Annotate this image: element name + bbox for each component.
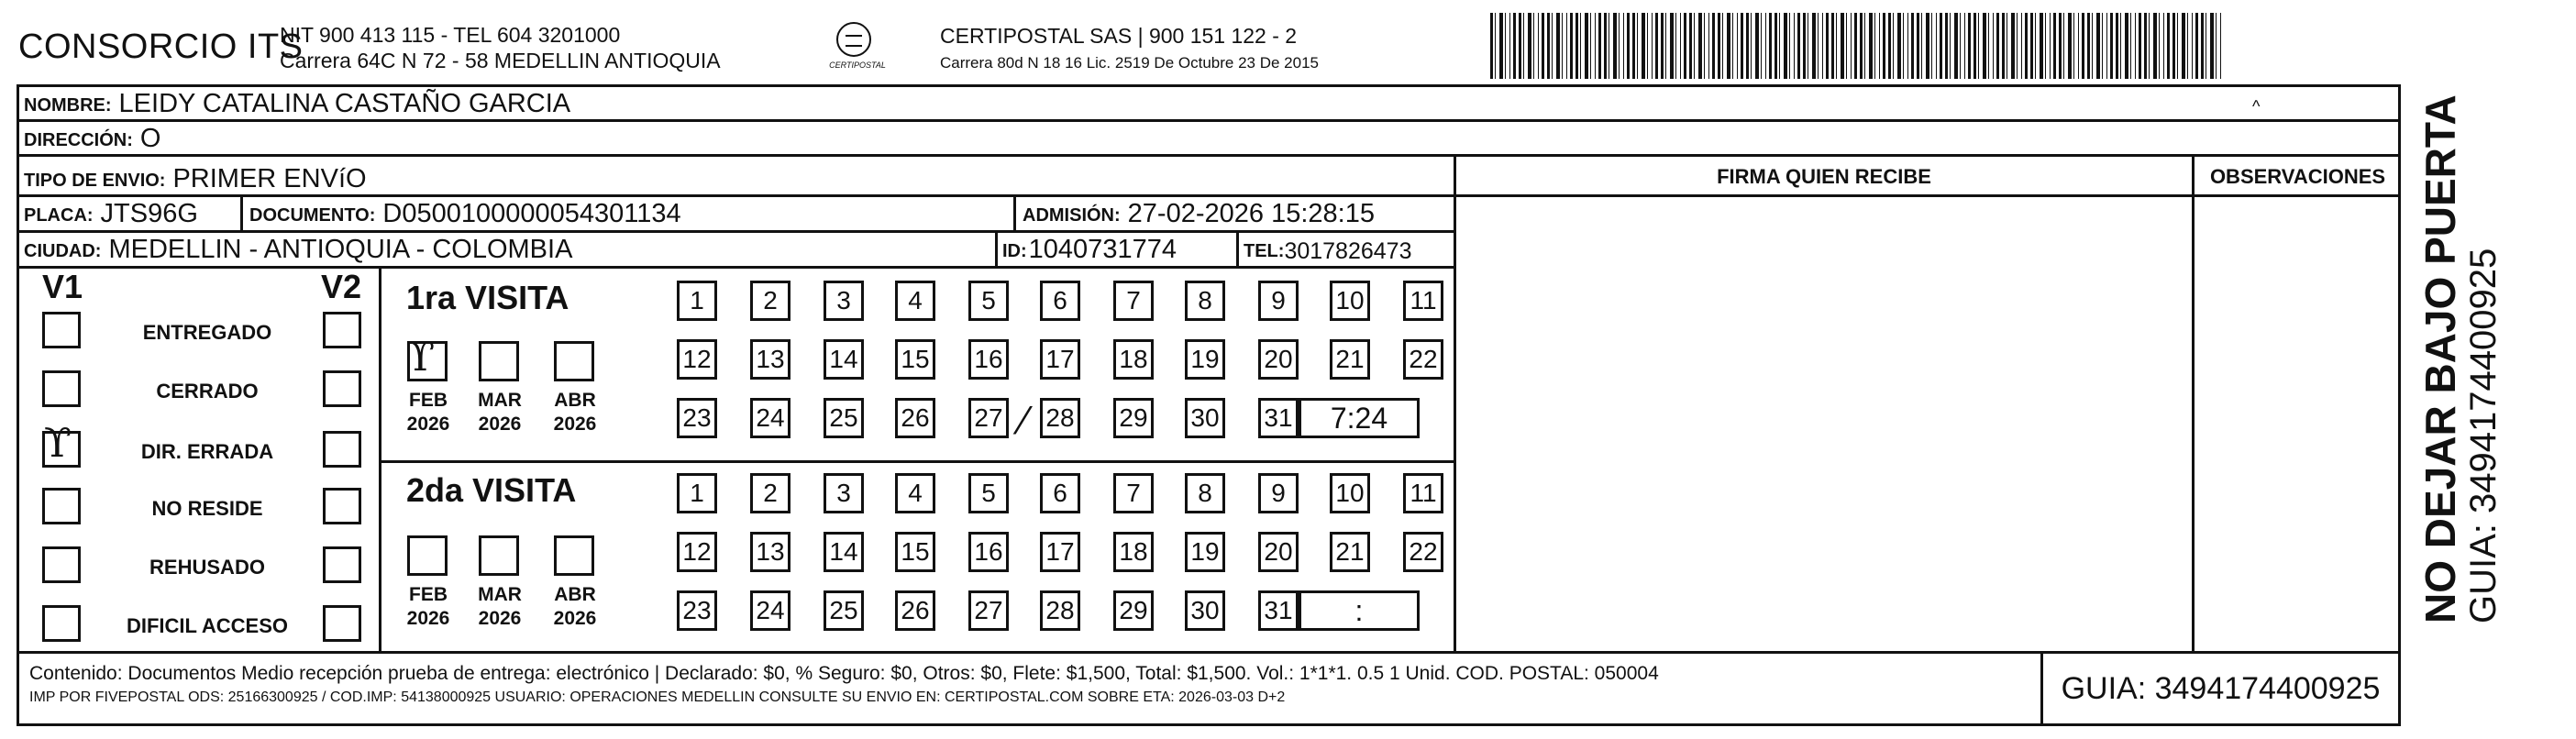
second-visit-day-box[interactable]: 29 <box>1113 590 1154 631</box>
barcode <box>1490 13 2224 79</box>
second-visit-day-box[interactable]: 13 <box>750 532 790 572</box>
first-visit-month-label <box>396 389 460 436</box>
month-name: ABR <box>554 390 596 411</box>
first-visit-day-box[interactable]: 30 <box>1185 398 1225 438</box>
second-visit-day-box[interactable]: 6 <box>1040 473 1080 513</box>
v1-checkbox[interactable] <box>42 488 81 524</box>
month-name: MAR <box>478 390 522 411</box>
admision-field <box>1023 196 1375 229</box>
second-visit-day-box[interactable]: 3 <box>824 473 864 513</box>
second-visit-day-box[interactable]: 17 <box>1040 532 1080 572</box>
status-label: REHUSADO <box>149 556 265 579</box>
nombre-label: NOMBRE: <box>24 95 112 116</box>
second-visit-month-label <box>543 583 607 631</box>
col-divider <box>1454 154 1456 652</box>
first-visit-day-box[interactable]: 15 <box>895 339 935 380</box>
status-label: DIR. ERRADA <box>140 440 274 463</box>
tel-field <box>1244 232 1411 265</box>
col-divider <box>995 230 998 267</box>
first-visit-day-box[interactable]: 20 <box>1258 339 1299 380</box>
first-visit-day-box[interactable]: 13 <box>750 339 790 380</box>
placa-value: JTS96G <box>100 199 198 228</box>
tel-label: TEL: <box>1244 241 1285 261</box>
company-name: CONSORCIO ITS <box>18 28 304 66</box>
first-visit-day-box[interactable]: 25 <box>824 398 864 438</box>
print-info: IMP POR FIVEPOSTAL ODS: 25166300925 / COD.IMP: 54138000925 USUARIO: OPERACIONES MEDELLIN CONSULTE SU ENVIO EN: CERTIPOSTAL.COM SOBRE ETA: 2026-03-03 D+2 <box>29 689 1286 705</box>
second-visit-day-box[interactable]: 24 <box>750 590 790 631</box>
first-visit-day-box[interactable]: 26 <box>895 398 935 438</box>
col-divider <box>2192 154 2195 652</box>
col-divider <box>240 194 243 231</box>
v2-checkbox[interactable] <box>323 546 361 583</box>
ciudad-field <box>24 232 572 265</box>
first-visit-day-box[interactable]: 10 <box>1330 281 1370 321</box>
second-visit-month-label <box>396 583 460 631</box>
col-divider <box>1013 194 1016 231</box>
no-dejar-notice: NO DEJAR BAJO PUERTA <box>2416 94 2464 623</box>
status-label: CERRADO <box>156 380 259 403</box>
second-visit-day-box[interactable]: 16 <box>968 532 1009 572</box>
logo-emblem-icon <box>836 22 871 57</box>
tipo-envio-field <box>24 158 367 194</box>
tipo-envio-label: TIPO DE ENVIO: <box>24 171 166 191</box>
first-visit-day-box[interactable]: 14 <box>824 339 864 380</box>
row-divider <box>17 154 2401 157</box>
first-visit-time-box[interactable]: 7:24 <box>1299 398 1420 438</box>
first-visit-title: 1ra VISITA <box>406 279 569 316</box>
month-year: 2026 <box>553 414 597 435</box>
id-value: 1040731774 <box>1028 235 1177 264</box>
ciudad-value: MEDELLIN - ANTIOQUIA - COLOMBIA <box>108 235 573 264</box>
month-year: 2026 <box>406 608 450 629</box>
second-visit-day-box[interactable]: 28 <box>1040 590 1080 631</box>
second-visit-day-box[interactable]: 27 <box>968 590 1009 631</box>
placa-label: PLACA: <box>24 205 94 226</box>
second-visit-day-box[interactable]: 21 <box>1330 532 1370 572</box>
second-visit-day-box[interactable]: 2 <box>750 473 790 513</box>
first-visit-day-box[interactable]: 11 <box>1403 281 1443 321</box>
first-visit-day-box[interactable]: 7 <box>1113 281 1154 321</box>
second-visit-day-box[interactable]: 30 <box>1185 590 1225 631</box>
first-visit-day-box[interactable]: 23 <box>677 398 717 438</box>
observaciones-header: OBSERVACIONES <box>2209 165 2386 188</box>
placa-field <box>24 196 198 229</box>
row-divider <box>17 119 2401 122</box>
second-visit-title: 2da VISITA <box>406 471 577 509</box>
month-name: FEB <box>409 390 448 411</box>
content-declaration: Contenido: Documentos Medio recepción prueba de entrega: electrónico | Declarado: $0, % Seguro: $0, Otros: $0, Flete: $1,500, Total: $1,500. Vol.: 1*1*1. 0.5 1 Unid. COD. POSTAL: 050004 <box>29 663 1659 684</box>
second-visit-day-box[interactable]: 23 <box>677 590 717 631</box>
row-divider <box>17 266 1456 269</box>
guia-number: GUIA: 3494174400925 <box>2040 654 2398 723</box>
tipo-envio-value: PRIMER ENVíO <box>172 164 367 193</box>
second-visit-month-label <box>468 583 532 631</box>
certipostal-logo <box>807 22 899 73</box>
second-visit-day-box[interactable]: 19 <box>1185 532 1225 572</box>
id-label: ID: <box>1002 241 1027 261</box>
month-year: 2026 <box>406 414 450 435</box>
first-visit-day-box[interactable]: 22 <box>1403 339 1443 380</box>
second-visit-day-box[interactable]: 15 <box>895 532 935 572</box>
first-visit-month-label <box>543 389 607 436</box>
handwritten-strike-mark: ⁄ <box>1020 401 1026 443</box>
nit-line: NIT 900 413 115 - TEL 604 3201000 <box>280 23 621 47</box>
tel-value: 3017826473 <box>1284 238 1412 264</box>
second-visit-day-box[interactable]: 9 <box>1258 473 1299 513</box>
status-label: NO RESIDE <box>151 497 263 520</box>
v2-checkbox[interactable] <box>323 431 361 468</box>
row-divider <box>1454 194 2401 197</box>
company-contact <box>280 22 721 73</box>
first-visit-day-box[interactable]: 16 <box>968 339 1009 380</box>
second-visit-day-box[interactable]: 11 <box>1403 473 1443 513</box>
visit-divider <box>379 460 1456 463</box>
handwritten-check-mark: ϒ <box>44 420 72 467</box>
first-visit-month-label <box>468 389 532 436</box>
first-visit-day-box[interactable]: 28 <box>1040 398 1080 438</box>
second-visit-time-box[interactable]: : <box>1299 590 1420 631</box>
v1-header: V1 <box>42 268 83 305</box>
address-line: Carrera 64C N 72 - 58 MEDELLIN ANTIOQUIA <box>280 49 721 72</box>
first-visit-month-checkbox[interactable] <box>554 341 594 381</box>
second-visit-month-checkbox[interactable] <box>407 535 448 576</box>
second-visit-day-box[interactable]: 4 <box>895 473 935 513</box>
second-visit-month-checkbox[interactable] <box>554 535 594 576</box>
direccion-label: DIRECCIÓN: <box>24 130 133 150</box>
month-name: ABR <box>554 584 596 605</box>
second-visit-day-box[interactable]: 31 <box>1258 590 1299 631</box>
admision-value: 27-02-2026 15:28:15 <box>1127 199 1375 228</box>
first-visit-day-box[interactable]: 4 <box>895 281 935 321</box>
first-visit-day-box[interactable]: 8 <box>1185 281 1225 321</box>
first-visit-day-box[interactable]: 5 <box>968 281 1009 321</box>
first-visit-day-box[interactable]: 27 <box>968 398 1009 438</box>
second-visit-day-box[interactable]: 25 <box>824 590 864 631</box>
side-guia: GUIA: 3494174400925 <box>2463 248 2504 623</box>
logo-text: CERTIPOSTAL <box>829 61 886 70</box>
first-visit-day-box[interactable]: 31 <box>1258 398 1299 438</box>
v1-checkbox[interactable] <box>42 312 81 348</box>
col-divider <box>1236 230 1239 267</box>
carrier-line-1: CERTIPOSTAL SAS | 900 151 122 - 2 <box>940 24 1298 48</box>
second-visit-month-checkbox[interactable] <box>479 535 519 576</box>
v1-checkbox[interactable] <box>42 370 81 407</box>
first-visit-day-box[interactable]: 17 <box>1040 339 1080 380</box>
nombre-value: LEIDY CATALINA CASTAÑO GARCIA <box>118 89 571 118</box>
month-year: 2026 <box>478 414 522 435</box>
second-visit-day-box[interactable]: 20 <box>1258 532 1299 572</box>
side-notice <box>2417 94 2504 623</box>
documento-field <box>249 196 681 229</box>
v2-checkbox[interactable] <box>323 605 361 642</box>
first-visit-day-box[interactable]: 1 <box>677 281 717 321</box>
v1-checkbox[interactable] <box>42 546 81 583</box>
first-visit-month-checkbox[interactable] <box>479 341 519 381</box>
first-visit-day-box[interactable]: 6 <box>1040 281 1080 321</box>
first-visit-day-box[interactable]: 24 <box>750 398 790 438</box>
status-label: ENTREGADO <box>142 321 272 344</box>
documento-value: D0500100000054301134 <box>382 199 681 228</box>
second-visit-day-box[interactable]: 10 <box>1330 473 1370 513</box>
carrier-info <box>940 22 1319 77</box>
month-name: FEB <box>409 584 448 605</box>
documento-label: DOCUMENTO: <box>249 205 376 226</box>
carrier-line-2: Carrera 80d N 18 16 Lic. 2519 De Octubre 23 De 2015 <box>940 54 1319 72</box>
v1-checkbox[interactable] <box>42 605 81 642</box>
caret-mark: ^ <box>2252 97 2261 116</box>
second-visit-day-box[interactable]: 18 <box>1113 532 1154 572</box>
second-visit-day-box[interactable]: 12 <box>677 532 717 572</box>
handwritten-check-mark: ϒ <box>407 334 436 381</box>
status-label: DIFICIL ACCESO <box>126 614 288 637</box>
admision-label: ADMISIÓN: <box>1023 205 1121 226</box>
first-visit-day-box[interactable]: 19 <box>1185 339 1225 380</box>
first-visit-day-box[interactable]: 3 <box>824 281 864 321</box>
direccion-field <box>24 121 160 154</box>
month-year: 2026 <box>553 608 597 629</box>
firma-header: FIRMA QUIEN RECIBE <box>1717 165 1931 188</box>
first-visit-day-box[interactable]: 9 <box>1258 281 1299 321</box>
second-visit-day-box[interactable]: 14 <box>824 532 864 572</box>
second-visit-day-box[interactable]: 26 <box>895 590 935 631</box>
nombre-field <box>24 86 570 119</box>
first-visit-day-box[interactable]: 12 <box>677 339 717 380</box>
id-field <box>1002 232 1177 265</box>
v2-checkbox[interactable] <box>323 312 361 348</box>
month-name: MAR <box>478 584 522 605</box>
v2-header: V2 <box>321 268 362 305</box>
v2-checkbox[interactable] <box>323 488 361 524</box>
second-visit-day-box[interactable]: 8 <box>1185 473 1225 513</box>
second-visit-day-box[interactable]: 5 <box>968 473 1009 513</box>
direccion-value: O <box>139 124 161 153</box>
v2-checkbox[interactable] <box>323 370 361 407</box>
ciudad-label: CIUDAD: <box>24 241 102 261</box>
col-divider <box>379 266 381 652</box>
first-visit-day-box[interactable]: 21 <box>1330 339 1370 380</box>
first-visit-day-box[interactable]: 2 <box>750 281 790 321</box>
second-visit-day-box[interactable]: 1 <box>677 473 717 513</box>
second-visit-day-box[interactable]: 22 <box>1403 532 1443 572</box>
month-year: 2026 <box>478 608 522 629</box>
first-visit-day-box[interactable]: 18 <box>1113 339 1154 380</box>
second-visit-day-box[interactable]: 7 <box>1113 473 1154 513</box>
first-visit-day-box[interactable]: 29 <box>1113 398 1154 438</box>
